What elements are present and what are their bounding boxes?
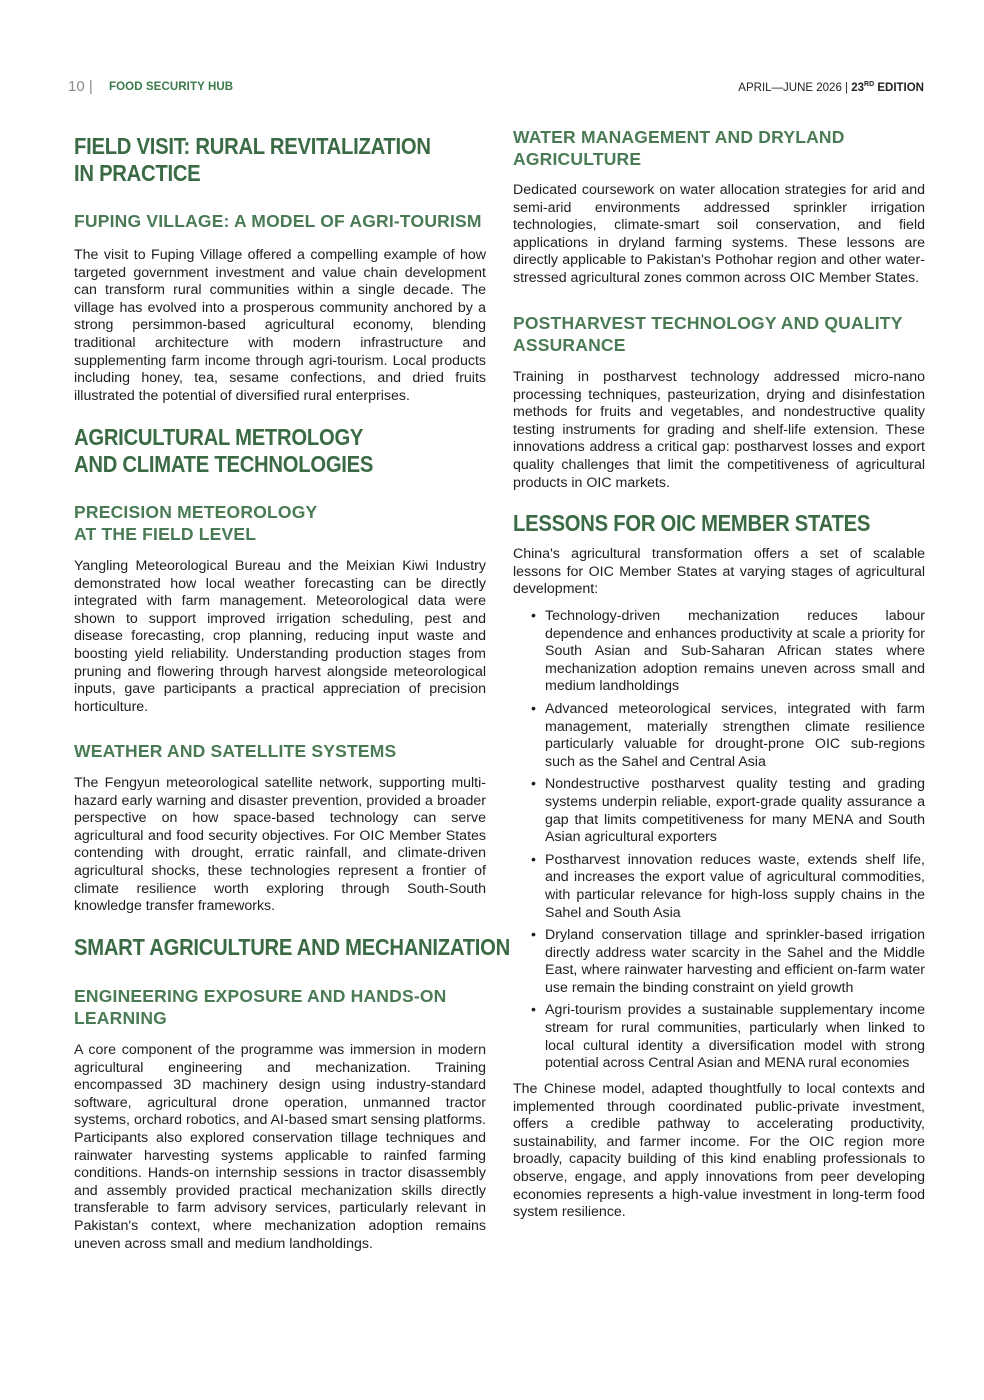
lessons-list [531, 608, 925, 1078]
precision-meteorology-subheading: PRECISION METEOROLOGY AT THE FIELD LEVEL [74, 502, 318, 544]
list-item: • Postharvest innovation reduces waste, extends shelf life, and increases the export value of agricultural commodities, with particular relevance for high-loss supply chains in the Sahel and South Asia [531, 852, 925, 922]
page-header [68, 79, 924, 97]
edition-suffix: RD [864, 81, 875, 88]
postharvest-subheading: POSTHARVEST TECHNOLOGY AND QUALITY ASSURANCE [513, 313, 903, 355]
satellite-systems-paragraph: The Fengyun meteorological satellite network, supporting multi-hazard early warning and disaster prevention, provided a broader perspective on how space-based technology can serve agricultural and food security objectives. For OIC Member States contending with drought, erratic rainfall, and climate-driven agricultural shocks, these technologies represent a frontier of climate resilience worth exploring through South-South knowledge transfer frameworks. [74, 775, 486, 915]
issue-date: APRIL—JUNE 2026 | [738, 81, 852, 94]
engineering-paragraph: A core component of the programme was immersion in modern agricultural engineering and mechanization. Training encompassed 3D machinery design using industry-standard software, agricultural drone operation, unmanned tractor systems, orchard robotics, and AI-based smart sensing platforms. Participants also explored conservation tillage techniques and rainwater harvesting systems applicable to rainfed farming conditions. Hands-on internship sessions in tractor disassembly and assembly provided practical mechanization skills directly transferable to farm advisory services, particularly relevant in Pakistan's context, where mechanization adoption remains uneven across small and medium landholdings. [74, 1042, 486, 1252]
edition-label: EDITION [874, 81, 924, 94]
fuping-paragraph: The visit to Fuping Village offered a compelling example of how targeted government investment and value chain development can transform rural communities within a single decade. The village has evolved into a prosperous community anchored by a strong persimmon-based agricultural economy, blending traditional architecture with modern infrastructure and supplementing farm income through agri-tourism. Local products including honey, tea, sesame confections, and dried fruits illustrated the potential of diversified rural enterprises. [74, 247, 486, 404]
lessons-conclusion: The Chinese model, adapted thoughtfully to local contexts and implemented through coordinated public-private investment, offers a credible pathway to accelerating productivity, sustainability, and farmer income. For the OIC region more broadly, capacity building of this kind enabling professionals to observe, engage, and apply innovations from peer developing economies represents a high-value investment in long-term food system resilience. [513, 1081, 925, 1221]
publication-name: FOOD SECURITY HUB [109, 81, 234, 93]
water-management-subheading: WATER MANAGEMENT AND DRYLAND AGRICULTURE [513, 127, 845, 169]
metrology-heading: AGRICULTURAL METROLOGY AND CLIMATE TECHNOLOGIES [74, 424, 374, 477]
postharvest-paragraph: Training in postharvest technology addressed micro-nano processing techniques, pasteurization, drying and disinfestation methods for fruits and vegetables, and nondestructive quality testing instruments for grading and shelf-life extension. These innovations address a critical gap: postharvest losses and export quality challenges that limit the competitiveness of agricultural products in OIC markets. [513, 369, 925, 491]
list-item: • Nondestructive postharvest quality testing and grading systems underpin reliable, export-grade quality assurance a gap that limits competitiveness for many MENA and South Asian agricultural exporters [531, 776, 925, 846]
satellite-systems-subheading: WEATHER AND SATELLITE SYSTEMS [74, 741, 397, 761]
list-item: • Agri-tourism provides a sustainable supplementary income stream for rural communities, particularly when linked to local cultural identity a diversification model with strong potential across Central Asian and MENA rural economies [531, 1002, 925, 1072]
smart-agriculture-heading: SMART AGRICULTURE AND MECHANIZATION [74, 934, 511, 960]
lessons-intro: China's agricultural transformation offers a set of scalable lessons for OIC Member States at varying stages of agricultural development: [513, 546, 925, 598]
field-visit-heading: FIELD VISIT: RURAL REVITALIZATION IN PRACTICE [74, 133, 431, 186]
edition-info [738, 81, 924, 94]
list-item: • Technology-driven mechanization reduces labour dependence and enhances productivity at scale a priority for South Asian and Sub-Saharan African states where mechanization adoption remains uneven across small and medium landholdings [531, 608, 925, 696]
page-number: 10 | [68, 78, 93, 95]
list-item: • Dryland conservation tillage and sprinkler-based irrigation directly address water scarcity in the Sahel and the Middle East, where rainwater harvesting and efficient on-farm water use remain the binding constraint on yield growth [531, 927, 925, 997]
edition-number: 23 [851, 81, 865, 94]
list-item: • Advanced meteorological services, integrated with farm management, materially strengthen climate resilience particularly valuable for drought-prone OIC sub-regions such as the Sahel and Central Asia [531, 701, 925, 771]
fuping-subheading: FUPING VILLAGE: A MODEL OF AGRI-TOURISM [74, 211, 482, 231]
water-management-paragraph: Dedicated coursework on water allocation strategies for arid and semi-arid environments addressed sprinkler irrigation technologies, climate-smart soil conservation, and field applications in dryland farming systems. These lessons are directly applicable to Pakistan's Pothohar region and other water-stressed agricultural zones common across OIC Member States. [513, 182, 925, 286]
lessons-heading: LESSONS FOR OIC MEMBER STATES [513, 510, 871, 536]
precision-meteorology-paragraph: Yangling Meteorological Bureau and the Meixian Kiwi Industry demonstrated how local weather forecasting can be directly integrated with farm management. Meteorological data were shown to support improved irrigation scheduling, pest and disease forecasting, crop planning, reducing input waste and boosting yield reliability. Understanding production stages from pruning and flowering through harvest alongside meteorological inputs, gave participants a practical appreciation of precision horticulture. [74, 558, 486, 715]
engineering-subheading: ENGINEERING EXPOSURE AND HANDS-ON LEARNING [74, 986, 447, 1028]
